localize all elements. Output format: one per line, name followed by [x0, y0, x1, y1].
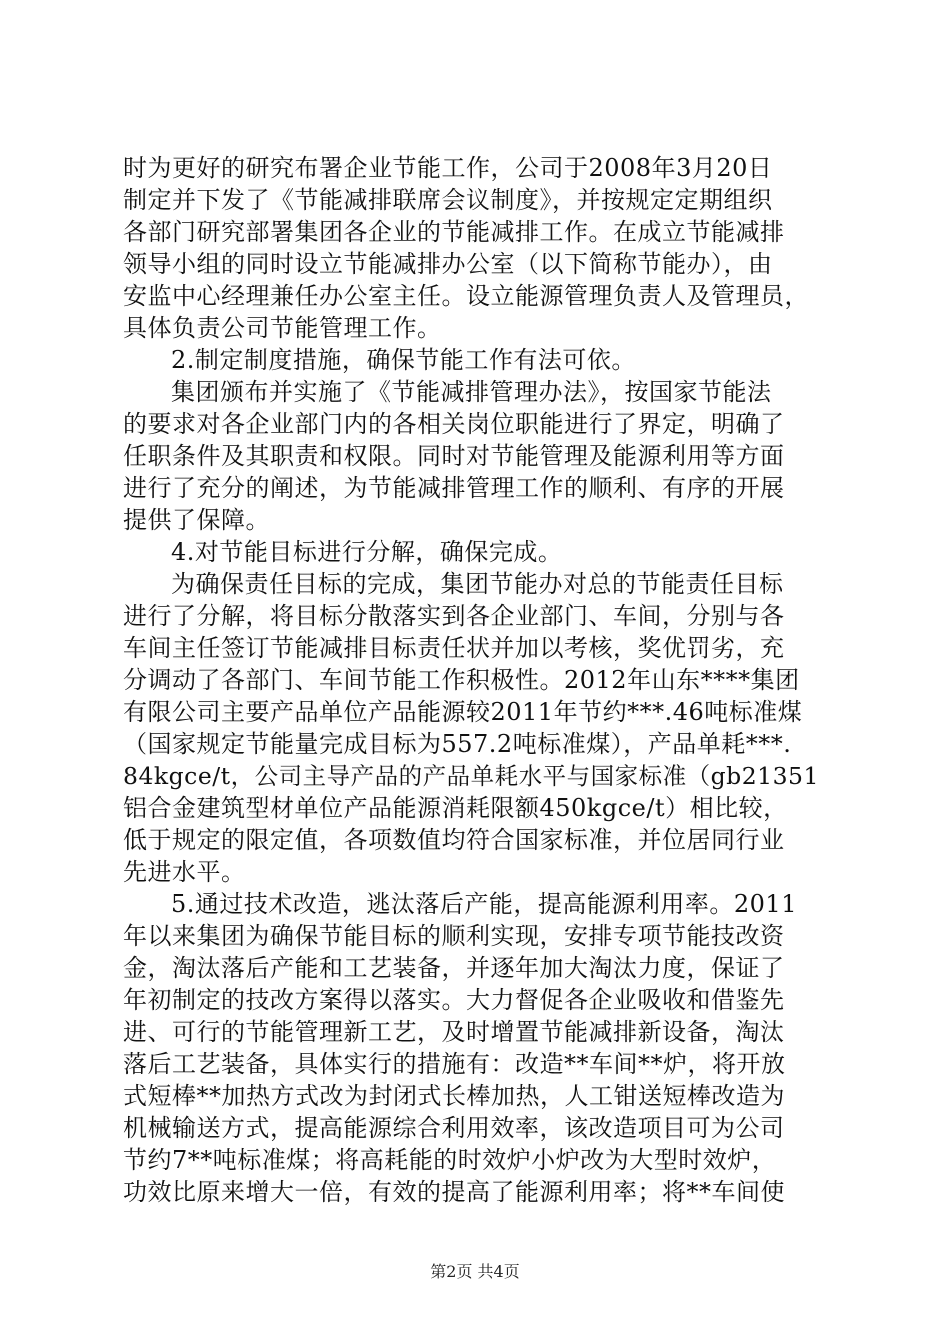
paragraph-start: 集团颁布并实施了《节能减排管理办法》，按国家节能法: [171, 378, 772, 406]
text-line: 先进水平。: [123, 858, 246, 886]
section-heading: 4.对节能目标进行分解，确保完成。: [171, 538, 563, 566]
text-line: 有限公司主要产品单位产品能源较2011年节约***.46吨标准煤: [123, 698, 803, 726]
text-line: 低于规定的限定值，各项数值均符合国家标准，并位居同行业: [123, 826, 785, 854]
text-line: 领导小组的同时设立节能减排办公室（以下简称节能办），由: [123, 250, 773, 278]
page-footer: 第2页 共4页: [430, 1262, 520, 1281]
paragraph-start: 为确保责任目标的完成，集团节能办对总的节能责任目标: [171, 570, 784, 598]
text-line: 年以来集团为确保节能目标的顺利实现，安排专项节能技改资: [123, 922, 785, 950]
text-line: 分调动了各部门、车间节能工作积极性。2012年山东****集团: [123, 666, 800, 694]
text-line: 功效比原来增大一倍，有效的提高了能源利用率；将**车间使: [123, 1178, 785, 1206]
text-line: 84kgce/t，公司主导产品的产品单耗水平与国家标准（gb21351: [123, 762, 819, 790]
text-line: 式短棒**加热方式改为封闭式长棒加热，人工钳送短棒改造为: [123, 1082, 785, 1110]
text-line: 安监中心经理兼任办公室主任。设立能源管理负责人及管理员，: [123, 282, 809, 310]
text-line: 铝合金建筑型材单位产品能源消耗限额450kgce/t）相比较，: [123, 794, 788, 822]
text-line: 具体负责公司节能管理工作。: [123, 314, 442, 342]
text-line: 落后工艺装备，具体实行的措施有：改造**车间**炉，将开放: [123, 1050, 786, 1078]
text-line: 进、可行的节能管理新工艺，及时增置节能减排新设备，淘汰: [123, 1018, 785, 1046]
text-line: 提供了保障。: [123, 506, 270, 534]
text-line: 进行了分解，将目标分散落实到各企业部门、车间，分别与各: [123, 602, 785, 630]
text-line: 时为更好的研究布署企业节能工作，公司于2008年3月20日: [123, 154, 773, 182]
document-body: [123, 152, 830, 1208]
text-line: 任职条件及其职责和权限。同时对节能管理及能源利用等方面: [123, 442, 785, 470]
text-line: 进行了充分的阐述，为节能减排管理工作的顺利、有序的开展: [123, 474, 785, 502]
text-line: 制定并下发了《节能减排联席会议制度》，并按规定定期组织: [123, 186, 773, 214]
text-line: 金，淘汰落后产能和工艺装备，并逐年加大淘汰力度，保证了: [123, 954, 785, 982]
section-heading: 2.制定制度措施，确保节能工作有法可依。: [171, 346, 636, 374]
text-line: 机械输送方式，提高能源综合利用效率，该改造项目可为公司: [123, 1114, 785, 1142]
section-heading: 5.通过技术改造，逃汰落后产能，提高能源利用率。2011: [171, 890, 797, 918]
text-line: 各部门研究部署集团各企业的节能减排工作。在成立节能减排: [123, 218, 785, 246]
text-line: 节约7**吨标准煤；将高耗能的时效炉小炉改为大型时效炉，: [123, 1146, 777, 1174]
text-line: 年初制定的技改方案得以落实。大力督促各企业吸收和借鉴先: [123, 986, 785, 1014]
text-line: 的要求对各企业部门内的各相关岗位职能进行了界定，明确了: [123, 410, 785, 438]
text-line: （国家规定节能量完成目标为557.2吨标准煤），产品单耗***.: [123, 730, 792, 758]
text-line: 车间主任签订节能减排目标责任状并加以考核，奖优罚劣，充: [123, 634, 785, 662]
